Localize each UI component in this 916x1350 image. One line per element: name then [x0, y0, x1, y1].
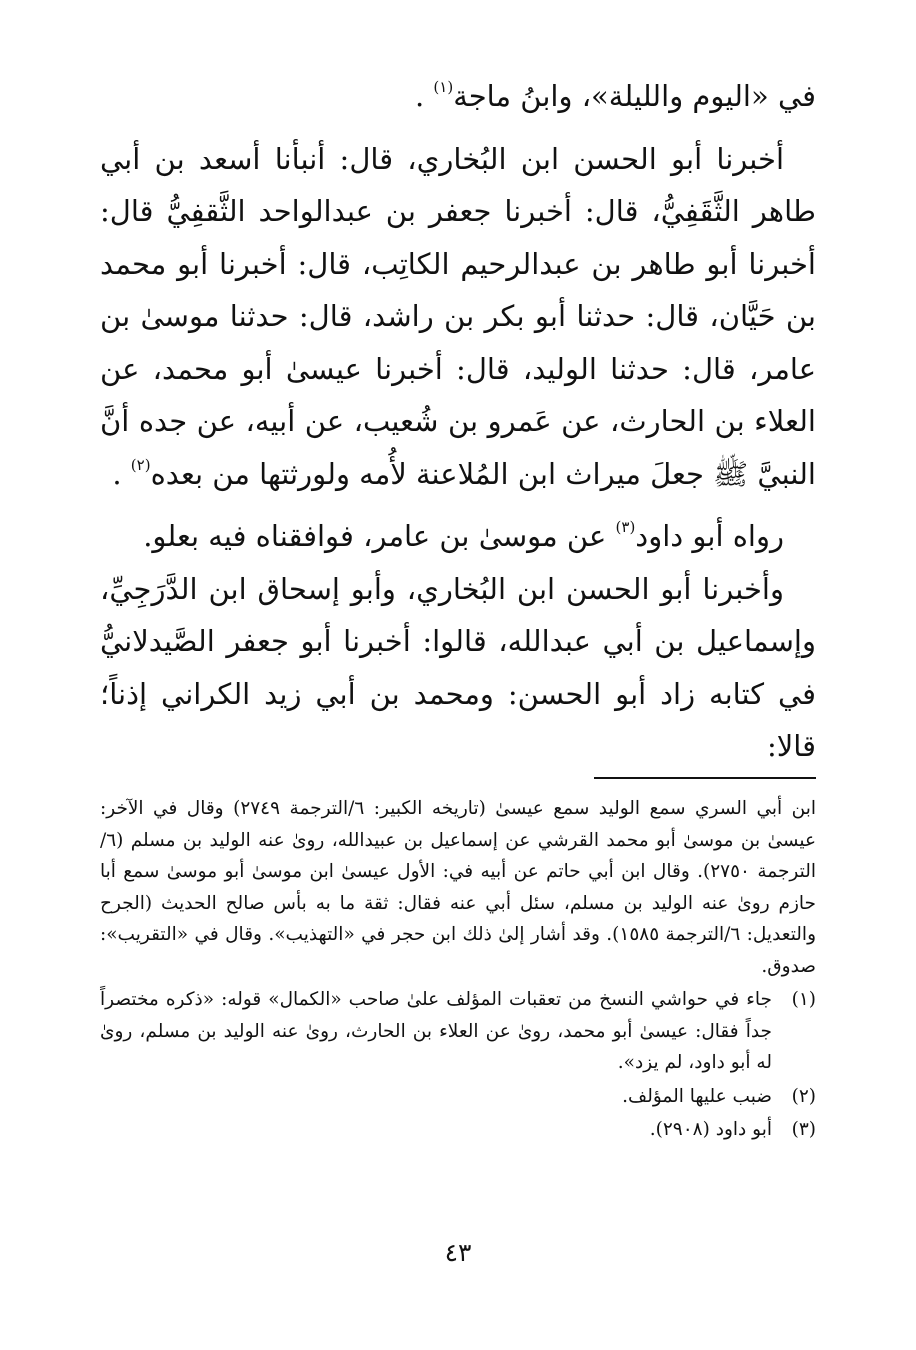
footnote-number: (٢) [791, 1085, 816, 1107]
footnote-ref-3: (٣) [615, 518, 636, 536]
paragraph-4-text: وأخبرنا أبو الحسن ابن البُخاري، وأبو إسحاق ابن الدَّرَجِيِّ، وإسماعيل بن أبي عبدالله، قالوا: أخبرنا أبو جعفر الصَّيدلانيُّ في كتابه زاد أبو الحسن: ومحمد بن أبي زيد الكراني إذناً؛ قالا: [100, 571, 816, 763]
paragraph-3 [100, 510, 816, 563]
footnote-ref-1: (١) [433, 78, 454, 96]
paragraph-1 [100, 70, 816, 123]
paragraph-2-text: أخبرنا أبو الحسن ابن البُخاري، قال: أنبأنا أسعد بن أبي طاهر الثَّقَفِيُّ، قال: أخبرنا جعفر بن عبدالواحد الثَّقفِيُّ قال: أخبرنا أبو طاهر بن عبدالرحيم الكاتِب، قال: أخبرنا أبو محمد بن حَيَّان، قال: حدثنا أبو بكر بن راشد، قال: حدثنا موسىٰ بن عامر، قال: حدثنا الوليد، قال: أخبرنا عيسىٰ أبو محمد، عن العلاء بن الحارث، عن عَمرو بن شُعيب، عن أبيه، عن جده أنَّ النبيَّ ﷺ جعلَ ميراث ابن المُلاعنة لأُمه ولورثتها من بعده [100, 141, 816, 491]
paragraph-2 [100, 133, 816, 501]
footnote-text: ضبب عليها المؤلف. [622, 1085, 772, 1107]
footnote-ref-2: (٢) [130, 455, 151, 474]
paragraph-1-end: . [414, 79, 425, 113]
footnote-item [100, 1114, 816, 1146]
footnote-number: (١) [791, 989, 816, 1010]
footnote-continuation: ابن أبي السري سمع الوليد سمع عيسىٰ (تاريخه الكبير: ٦/الترجمة ٢٧٤٩) وقال في الآخر: عيسىٰ بن موسىٰ أبو محمد القرشي عن إسماعيل بن عبيدالله، روىٰ عنه الوليد بن مسلم (٦/الترجمة ٢٧٥٠). وقال ابن أبي حاتم عن أبيه في: الأول عيسىٰ ابن موسىٰ أبو موسىٰ سمع أبا حازم روىٰ عنه الوليد بن مسلم، سئل أبي عنه فقال: ثقة ما به بأس صالح الحديث (الجرح والتعديل: ٦/الترجمة ١٥٨٥). وقد أشار إلىٰ ذلك ابن حجر في «التهذيب». وقال في «التقريب»: صدوق. [100, 798, 817, 977]
paragraph-1-text: في «اليوم والليلة»، وابنُ ماجة [453, 79, 816, 113]
footnote-separator [594, 777, 816, 779]
footnote-text: أبو داود (٢٩٠٨). [649, 1119, 772, 1140]
paragraph-3-text-b: عن موسىٰ بن عامر، فوافقناه فيه بعلو. [143, 519, 607, 553]
paragraph-3-text-a: رواه أبو داود [635, 519, 784, 553]
paragraph-4 [100, 563, 816, 773]
footnotes [100, 793, 816, 1148]
footnote-text: جاء في حواشي النسخ من تعقبات المؤلف علىٰ صاحب «الكمال» قوله: «ذكره مختصراً جداً فقال: عيسىٰ أبو محمد، روىٰ عن العلاء بن الحارث، روىٰ عنه الوليد بن مسلم، روىٰ له أبو داود، لم يزد». [100, 989, 772, 1073]
footnote-item [100, 984, 816, 1079]
paragraph-2-end: . [112, 456, 122, 491]
footnote-number: (٣) [791, 1119, 816, 1140]
main-text [100, 70, 816, 773]
footnote-item [100, 1081, 816, 1113]
page-number: ٤٣ [444, 1238, 472, 1267]
